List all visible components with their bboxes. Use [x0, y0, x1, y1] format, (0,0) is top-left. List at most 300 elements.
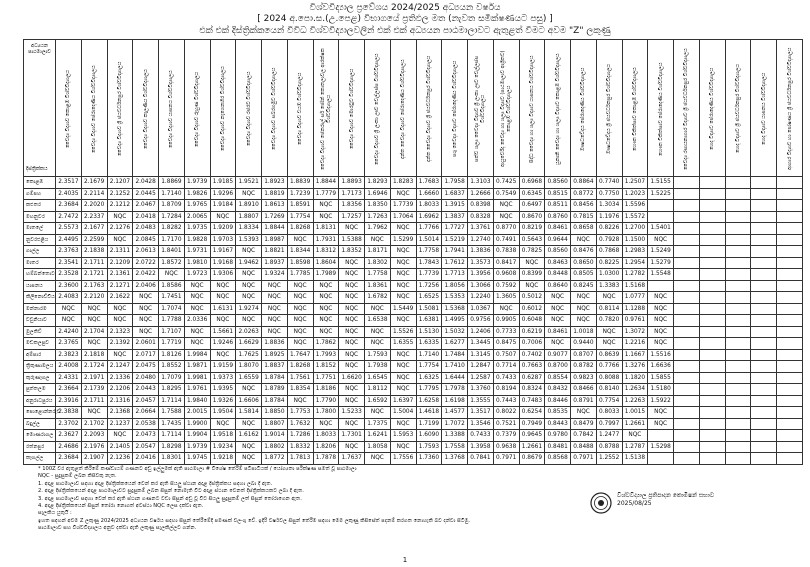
z-score-cell: 1.7941	[442, 246, 468, 258]
z-score-cell	[725, 177, 751, 189]
z-score-cell: 1.8171	[365, 246, 391, 258]
z-score-cell	[674, 384, 700, 396]
z-score-cell: 1.2782	[622, 269, 648, 281]
z-score-cell: NQC	[339, 315, 365, 327]
district-name: කොළඹ	[24, 177, 56, 189]
z-score-cell: NQC	[81, 315, 107, 327]
district-name: වවුනියාව	[24, 315, 56, 327]
z-score-cell	[674, 188, 700, 200]
z-score-cell: 1.6606	[236, 395, 262, 407]
z-score-cell: 1.2216	[622, 338, 648, 350]
z-score-cell: 2.3528	[56, 269, 82, 281]
z-score-cell: 0.8476	[571, 246, 597, 258]
z-score-cell	[725, 246, 751, 258]
z-score-cell: 1.6335	[416, 338, 442, 350]
z-score-cell: 1.7625	[236, 349, 262, 361]
z-score-cell: 0.8140	[596, 384, 622, 396]
footnote-line: 3. අදාළ පාඨමාලාව සඳහා වෙන් කර ඇති ස්ථාන ගණනට වඩා සිසුන් අඩු වූ විට සියලු සුදුසුකම් ලත් සිසුන් තෝරාගෙන ඇත.	[38, 495, 302, 502]
z-score-cell: 1.3445	[468, 338, 494, 350]
z-score-cell: 0.7592	[493, 280, 519, 292]
z-score-cell: NQC	[262, 315, 288, 327]
z-score-cell: 1.9014	[262, 430, 288, 442]
z-score-cell	[674, 326, 700, 338]
z-score-cell: 1.7173	[339, 188, 365, 200]
z-score-cell: 0.6219	[519, 326, 545, 338]
column-header-label: වෛද්‍ය විද්‍යාව පේරාදෙණිය විශ්වවිද්‍යාලය	[91, 65, 98, 153]
z-score-cell: 0.8033	[596, 407, 622, 419]
z-score-cell: 1.9984	[184, 349, 210, 361]
column-header-label: වෛද්‍ය විද්‍යාව ජෙනරාල් සර් ජෝන් කොතලාවල ආරක්ෂක විශ්වවිද්‍යාලය	[319, 48, 332, 170]
z-score-cell: 1.5393	[236, 234, 262, 246]
z-score-cell: NQC	[287, 326, 313, 338]
z-score-cell: 1.2023	[622, 188, 648, 200]
z-score-cell: 1.7719	[159, 338, 185, 350]
z-score-cell: 1.2740	[468, 234, 494, 246]
z-score-cell: 1.8869	[159, 177, 185, 189]
z-score-cell	[777, 269, 803, 281]
z-score-cell: 1.7766	[416, 223, 442, 235]
z-score-cell: NQC	[287, 280, 313, 292]
z-score-cell: 0.8791	[571, 395, 597, 407]
z-score-cell	[751, 177, 777, 189]
z-score-cell: 1.3915	[442, 200, 468, 212]
z-score-cell	[674, 234, 700, 246]
z-score-cell: 1.3517	[468, 407, 494, 419]
z-score-cell: NQC	[493, 200, 519, 212]
column-header	[81, 40, 107, 177]
table-body	[24, 177, 803, 465]
z-score-cell: 2.3838	[56, 407, 82, 419]
z-score-cell: 1.5004	[390, 407, 416, 419]
z-score-cell: NQC	[313, 315, 339, 327]
z-score-cell: 0.8443	[545, 418, 571, 430]
z-score-cell: 0.9756	[468, 315, 494, 327]
z-score-cell: 2.3600	[56, 280, 82, 292]
z-score-cell: 2.1711	[81, 257, 107, 269]
z-score-cell	[674, 315, 700, 327]
z-score-cell: 1.5353	[442, 292, 468, 304]
z-score-cell: 2.2120	[81, 292, 107, 304]
z-score-cell: 2.3702	[56, 418, 82, 430]
z-score-cell: 1.2661	[622, 418, 648, 430]
z-score-cell: NQC	[184, 292, 210, 304]
z-score-cell: 0.8650	[571, 257, 597, 269]
z-score-cell: 1.5233	[339, 407, 365, 419]
z-score-cell	[674, 441, 700, 453]
z-score-cell: 0.7754	[596, 395, 622, 407]
z-score-cell: 1.8334	[236, 223, 262, 235]
z-score-cell	[725, 441, 751, 453]
z-score-cell: 2.1392	[107, 338, 133, 350]
z-score-cell: 1.5299	[390, 234, 416, 246]
z-score-cell	[699, 407, 725, 419]
z-score-cell	[699, 338, 725, 350]
z-score-cell: NQC	[287, 395, 313, 407]
z-score-cell: 2.0015	[184, 407, 210, 419]
column-header	[777, 40, 803, 177]
z-score-cell	[674, 395, 700, 407]
z-score-cell: NQC	[107, 349, 133, 361]
z-score-cell: NQC	[622, 430, 648, 442]
z-score-cell: 1.1976	[596, 211, 622, 223]
z-score-cell	[777, 418, 803, 430]
z-score-cell: 1.8772	[262, 453, 288, 465]
z-score-cell: 1.5014	[416, 234, 442, 246]
z-score-cell: 2.1247	[107, 361, 133, 373]
z-score-cell: NQC	[287, 338, 313, 350]
z-score-cell: 1.8802	[262, 441, 288, 453]
z-score-cell	[725, 292, 751, 304]
z-score-cell: 0.8707	[571, 349, 597, 361]
column-header-label: වෛද්‍ය විද්‍යාව රුහුණ විශ්වවිද්‍යාලය	[194, 71, 201, 147]
z-score-cell: 0.7433	[493, 372, 519, 384]
z-score-cell: 1.9306	[210, 269, 236, 281]
z-score-cell: NQC	[596, 338, 622, 350]
z-score-cell: 0.9823	[571, 372, 597, 384]
z-score-cell: NQC	[545, 338, 571, 350]
z-score-cell: 0.8554	[545, 372, 571, 384]
z-score-cell: 0.7549	[493, 188, 519, 200]
z-score-cell	[725, 303, 751, 315]
z-score-cell: 1.9185	[210, 177, 236, 189]
z-score-cell: 1.6325	[416, 372, 442, 384]
z-score-cell: 1.1820	[622, 372, 648, 384]
z-score-cell	[777, 349, 803, 361]
z-score-cell: NQC	[339, 303, 365, 315]
footnote-line: 2. අදාළ දිස්ත්‍රික්කයෙන් අදාළ පාඨමාලාවට සුදුසුකම් ලබන සිසුන් නොමැති විට අදාළ ස්ථාන වෙනත් දිස්ත්‍රික්කයකට ලබා දී ඇත.	[38, 488, 304, 495]
z-score-cell: 1.7647	[287, 349, 313, 361]
z-score-cell: 1.7779	[313, 188, 339, 200]
z-score-cell: 1.8709	[159, 200, 185, 212]
z-score-cell: 1.8844	[262, 223, 288, 235]
z-score-cell: 0.6968	[519, 177, 545, 189]
z-score-cell: 1.5249	[648, 246, 674, 258]
z-score-cell: 0.8782	[571, 361, 597, 373]
z-score-cell: 1.6355	[390, 338, 416, 350]
z-score-cell	[751, 315, 777, 327]
z-score-cell: NQC	[210, 418, 236, 430]
z-score-cell: 1.6397	[390, 395, 416, 407]
footnote-line: * 100Z වර ඇතුළත් කිරීමේ කණ්ඩායම් ගණනට අඩු ඉල්ලුමක් ඇති පාඨමාලා # විශේෂ තේරීම් පටිපාටියක් / යෝග්‍යතා පරීක්ෂණ සමත් වූ පාඨමාලා	[38, 466, 357, 472]
z-score-cell: 1.9765	[184, 200, 210, 212]
z-score-cell	[699, 395, 725, 407]
z-score-cell: 0.8461	[545, 326, 571, 338]
z-score-cell: 0.8417	[493, 257, 519, 269]
footnote-line: 1. අදාළ පාඨමාලාව සඳහා අදාළ දිස්ත්‍රික්කයෙන් වෙන් කර ඇති සියලු ස්ථාන අදාළ දිස්ත්‍රික්කය සඳහා ලබා දී ඇත.	[38, 480, 273, 487]
z-score-cell: NQC	[262, 292, 288, 304]
district-name: යාපනය	[24, 280, 56, 292]
z-score-cell: 1.7958	[442, 177, 468, 189]
z-score-cell: 1.4577	[442, 407, 468, 419]
z-score-cell: 1.7758	[365, 269, 391, 281]
z-score-cell: 2.1316	[107, 395, 133, 407]
z-score-cell: 1.6962	[416, 211, 442, 223]
z-score-cell: 0.8560	[545, 246, 571, 258]
z-score-cell: 1.7739	[390, 200, 416, 212]
column-header-label: වෛද්‍ය රසායනාගාර විද්‍යාව ශ්‍රී ජයවර්ධනපුර විශ්වවිද්‍යාලය	[683, 48, 690, 170]
z-score-cell: NQC	[339, 280, 365, 292]
z-score-cell: 1.8283	[390, 177, 416, 189]
z-score-cell	[777, 407, 803, 419]
column-header-label: වෛද්‍ය විද්‍යාව ශ්‍රී ජයවර්ධනපුර විශ්වවිද්‍යාලය	[116, 61, 123, 157]
z-score-cell: 1.7360	[416, 453, 442, 465]
z-score-cell: 1.2666	[468, 188, 494, 200]
z-score-cell	[725, 453, 751, 465]
z-score-cell: NQC	[81, 407, 107, 419]
column-header-label: වෛද්‍ය විද්‍යාව රජරට විශ්වවිද්‍යාලය	[245, 71, 252, 147]
z-score-cell: 1.7375	[365, 418, 391, 430]
z-score-cell: 1.7795	[416, 384, 442, 396]
z-score-cell: 2.0422	[133, 269, 159, 281]
column-header	[184, 40, 210, 177]
z-score-cell	[699, 372, 725, 384]
z-score-cell: 2.1361	[107, 269, 133, 281]
z-score-cell: 1.7813	[287, 453, 313, 465]
table-row	[24, 372, 803, 384]
z-score-cell: 1.9168	[210, 257, 236, 269]
z-score-cell	[699, 326, 725, 338]
z-score-cell: 1.2587	[468, 372, 494, 384]
z-score-cell: 0.8446	[545, 395, 571, 407]
z-score-cell	[725, 349, 751, 361]
z-score-cell: 1.3837	[442, 211, 468, 223]
district-name: බදුල්ල	[24, 418, 56, 430]
footnotes	[38, 466, 558, 533]
z-score-cell: 1.5130	[416, 326, 442, 338]
z-score-cell: 1.7843	[416, 257, 442, 269]
z-score-cell: 2.4035	[56, 188, 82, 200]
z-score-cell: NQC	[390, 257, 416, 269]
z-score-cell: 1.7435	[159, 418, 185, 430]
z-score-cell: 1.6782	[365, 292, 391, 304]
z-score-cell: NQC	[287, 315, 313, 327]
z-score-cell: NQC	[236, 246, 262, 258]
column-header	[571, 40, 597, 177]
z-score-cell	[777, 430, 803, 442]
z-score-cell: 1.6559	[236, 372, 262, 384]
z-score-cell: 1.9871	[184, 361, 210, 373]
z-score-cell	[674, 338, 700, 350]
z-score-cell: 1.3145	[468, 349, 494, 361]
z-score-cell: NQC	[390, 361, 416, 373]
district-name: මන්නාරම	[24, 303, 56, 315]
z-score-cell: NQC	[648, 338, 674, 350]
z-score-cell	[751, 269, 777, 281]
z-score-cell	[751, 211, 777, 223]
z-score-cell: 1.8821	[262, 246, 288, 258]
z-score-cell: 2.1976	[81, 441, 107, 453]
z-score-cell: NQC	[236, 292, 262, 304]
table-row	[24, 395, 803, 407]
z-score-cell: NQC	[390, 223, 416, 235]
z-score-cell: 1.5180	[648, 384, 674, 396]
z-score-cell	[648, 430, 674, 442]
z-score-cell	[751, 453, 777, 465]
column-header	[365, 40, 391, 177]
z-score-cell	[725, 326, 751, 338]
z-score-cell	[777, 453, 803, 465]
z-score-cell: 1.5922	[648, 395, 674, 407]
page-number: 1	[402, 556, 408, 564]
z-score-cell: NQC	[287, 303, 313, 315]
z-score-cell: 2.1818	[81, 349, 107, 361]
z-score-cell: 1.6620	[339, 372, 365, 384]
z-score-cell: NQC	[571, 292, 597, 304]
z-score-cell: 2.1405	[107, 441, 133, 453]
z-score-cell: 1.5814	[236, 407, 262, 419]
column-header	[442, 40, 468, 177]
z-score-cell	[725, 315, 751, 327]
z-score-cell: 2.0538	[133, 418, 159, 430]
z-score-cell: 2.1311	[107, 246, 133, 258]
z-score-cell	[725, 269, 751, 281]
z-score-cell	[725, 211, 751, 223]
z-score-cell: 2.1838	[81, 246, 107, 258]
z-score-cell: 2.0845	[133, 234, 159, 246]
district-name: ගාල්ල	[24, 246, 56, 258]
z-score-cell: NQC	[339, 441, 365, 453]
z-score-cell	[674, 269, 700, 281]
z-score-cell: 1.7558	[442, 441, 468, 453]
z-score-cell: 0.7838	[493, 246, 519, 258]
z-score-cell: 0.8463	[545, 257, 571, 269]
z-score-cell	[751, 349, 777, 361]
z-score-cell	[674, 349, 700, 361]
z-score-cell	[699, 349, 725, 361]
z-score-cell: NQC	[210, 280, 236, 292]
footnote-line: ඉහත සඳහන් අවම Z ලකුණු 2024/2025 අධ්‍යයන වර්ෂය සඳහා සිසුන් තේරීමේදී පමණක් වලංගු වේ. ඉදිරි වර්ෂවල සිසුන් තේරීම සඳහා මෙම ලකුණු කිසිසේත් පදනම් කරගත නොහැකි බව දන්වා සිටිමු.	[38, 517, 470, 524]
z-score-cell: NQC	[648, 407, 674, 419]
z-score-cell: 1.9840	[184, 395, 210, 407]
z-score-cell: NQC	[365, 453, 391, 465]
z-score-cell: 1.7739	[416, 269, 442, 281]
district-name: අනුරාධපුරය	[24, 395, 56, 407]
z-score-cell: 1.9274	[236, 303, 262, 315]
z-score-cell: NQC	[519, 280, 545, 292]
ugc-seal-icon	[590, 492, 612, 514]
z-score-cell	[699, 441, 725, 453]
z-score-cell: 1.9731	[184, 246, 210, 258]
column-header	[210, 40, 236, 177]
z-score-cell: 1.5596	[622, 200, 648, 212]
z-score-cell: NQC	[390, 280, 416, 292]
z-score-cell: NQC	[313, 292, 339, 304]
z-score-cell: 0.8461	[545, 223, 571, 235]
z-score-cell: 1.3760	[468, 384, 494, 396]
z-score-cell: 1.8033	[313, 430, 339, 442]
z-score-cell: NQC	[210, 315, 236, 327]
z-score-cell: 1.5279	[648, 257, 674, 269]
z-score-cell: 1.9218	[210, 453, 236, 465]
column-header-label: වෛද්‍ය විද්‍යාව කැලණිය විශ්වවිද්‍යාලය	[142, 69, 149, 149]
z-score-cell: 1.9324	[262, 269, 288, 281]
column-header	[107, 40, 133, 177]
z-score-cell: 0.8466	[571, 384, 597, 396]
z-score-cell: NQC	[365, 303, 391, 315]
z-score-cell: 1.6660	[416, 188, 442, 200]
z-score-cell: NQC	[210, 349, 236, 361]
z-score-cell: 1.8789	[262, 384, 288, 396]
z-score-cell: 1.7286	[287, 430, 313, 442]
column-header	[725, 40, 751, 177]
z-score-cell: 1.8312	[313, 246, 339, 258]
z-score-cell: 0.7433	[468, 430, 494, 442]
column-header-label: දන්ත වෛද්‍ය විද්‍යාව ශ්‍රී ජයවර්ධනපුර විශ්වවිද්‍යාලය	[425, 55, 432, 163]
table-row	[24, 384, 803, 396]
z-score-cell: NQC	[184, 338, 210, 350]
z-score-cell: NQC	[648, 418, 674, 430]
z-score-cell: 1.3555	[468, 395, 494, 407]
z-score-cell: 1.5572	[622, 211, 648, 223]
z-score-cell	[777, 326, 803, 338]
z-score-cell: 1.9900	[184, 418, 210, 430]
z-score-cell: 1.7758	[416, 246, 442, 258]
z-score-cell: 1.6545	[365, 372, 391, 384]
footnote-line: සැලකිය යුතුයි :	[38, 510, 72, 517]
z-score-cell: 1.6090	[416, 430, 442, 442]
z-score-cell: NQC	[262, 303, 288, 315]
table-row	[24, 303, 803, 315]
z-score-cell: 1.6837	[442, 188, 468, 200]
z-score-cell: NQC	[648, 303, 674, 315]
z-score-cell: 1.8839	[287, 177, 313, 189]
z-score-cell: 1.2787	[622, 441, 648, 453]
z-score-cell	[725, 407, 751, 419]
z-score-cell: 2.1209	[107, 257, 133, 269]
z-score-cell: 0.8432	[545, 384, 571, 396]
z-score-cell	[777, 292, 803, 304]
z-score-cell: 1.7064	[390, 211, 416, 223]
z-score-cell: 2.1252	[107, 188, 133, 200]
z-score-cell: 2.0443	[133, 384, 159, 396]
column-header	[287, 40, 313, 177]
z-score-cell: 1.9826	[184, 188, 210, 200]
column-header	[339, 40, 365, 177]
z-score-cell	[699, 418, 725, 430]
z-score-cell	[725, 234, 751, 246]
column-header-label: ඖෂධවේදය ශ්‍රී ජයවර්ධනපුර විශ්වවිද්‍යාලය	[606, 64, 613, 154]
z-score-cell: NQC	[313, 418, 339, 430]
column-header-label: වෛද්‍ය විද්‍යාව නැගෙනහිර විශ්වවිද්‍යාලය	[219, 66, 226, 152]
z-score-cell: NQC	[339, 292, 365, 304]
z-score-cell: 0.6345	[519, 188, 545, 200]
z-score-cell	[699, 292, 725, 304]
z-score-cell: 1.8152	[313, 361, 339, 373]
z-score-cell: 1.7079	[159, 372, 185, 384]
z-score-cell: 1.7931	[313, 234, 339, 246]
z-score-cell	[777, 211, 803, 223]
z-score-cell: 1.7593	[365, 349, 391, 361]
z-score-cell: NQC	[365, 407, 391, 419]
z-score-cell: NQC	[390, 384, 416, 396]
z-score-cell: 1.7612	[442, 257, 468, 269]
z-score-cell: 0.8670	[519, 211, 545, 223]
z-score-cell: 0.8511	[545, 200, 571, 212]
z-score-cell: NQC	[313, 326, 339, 338]
district-name: මුලතිව්	[24, 326, 56, 338]
z-score-cell: NQC	[648, 315, 674, 327]
z-score-cell: NQC	[596, 292, 622, 304]
z-score-cell: 1.5168	[622, 280, 648, 292]
z-score-cell	[674, 246, 700, 258]
z-score-cell: 1.9184	[210, 200, 236, 212]
z-score-cell: NQC	[313, 200, 339, 212]
z-score-cell: 0.8219	[519, 223, 545, 235]
z-score-cell	[777, 234, 803, 246]
z-score-cell: 1.9518	[210, 430, 236, 442]
z-score-cell: 0.6497	[519, 200, 545, 212]
footnote-line: 4. අදාළ දිස්ත්‍රික්කයෙන් සිසුන් තෝරා නොගත් අවස්ථා NQC ලෙස දක්වා ඇත.	[38, 503, 204, 510]
